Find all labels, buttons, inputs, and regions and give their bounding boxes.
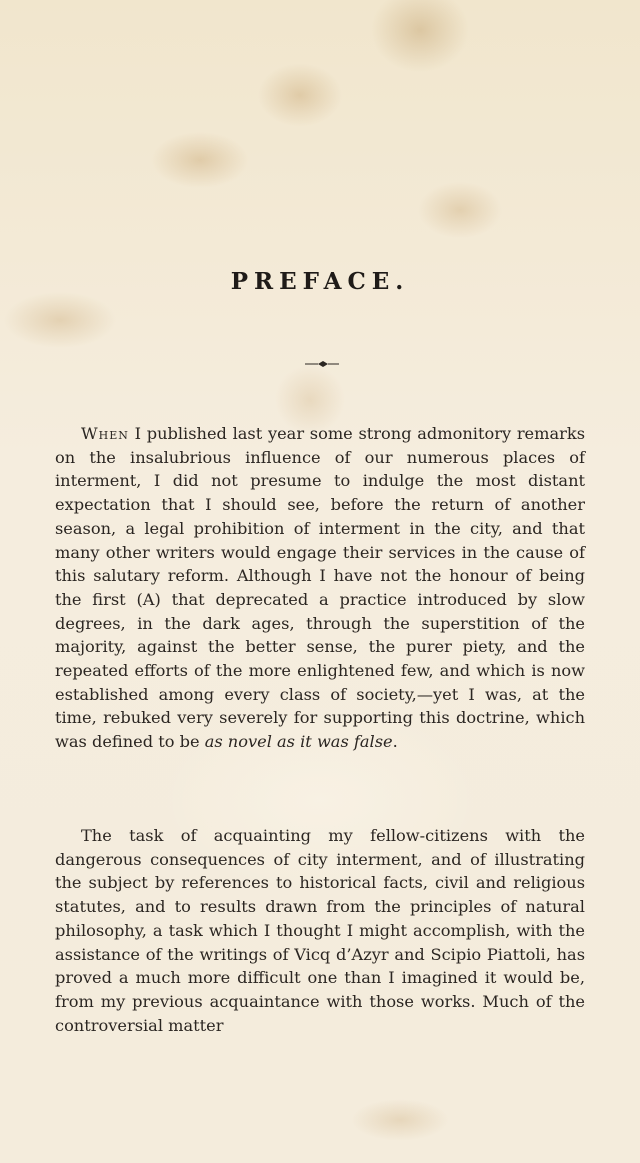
paragraph-1-text: I published last year some strong admonitory remarks on the insalubrious influence of our numerous places of interment, I did not presume to indulge the most distant expectation that I should see, before the return of another season, a legal prohibition of interment in the city, and that many other writers would engage their services in the cause of this salutary reform. Although I have not the honour of being the first (A) that deprecated a practice introduced by slow degrees, in the dark ages, through the superstition of the majority, against the better sense, the purer piety, and the repeated efforts of the more enlightened few, and which is now established among every class of society,—yet I was, at the time, rebuked very severely for supporting this doctrine, which was defined to be bbox=[55, 424, 585, 752]
preface-paragraph-2 bbox=[55, 824, 585, 1037]
paragraph-lead-word: When bbox=[81, 424, 129, 443]
ornament-divider-icon bbox=[305, 360, 339, 368]
page-heading: PREFACE. bbox=[230, 268, 410, 295]
preface-paragraph-1 bbox=[55, 422, 585, 754]
paragraph-1-end: . bbox=[392, 732, 398, 752]
paragraph-2-text: The task of acquainting my fellow-citizens with the dangerous consequences of city interment, and of illustrating the subject by references to historical facts, civil and religious statutes, and to results drawn from the principles of natural philosophy, a task which I thought I might accomplish, with the assistance of the writings of Vicq d’Azyr and Scipio Piattoli, has proved a much more difficult one than I imagined it would be, from my previous acquaintance with those works. Much of the controversial matter bbox=[55, 826, 585, 1035]
paragraph-1-italic: as novel as it was false bbox=[204, 732, 393, 752]
